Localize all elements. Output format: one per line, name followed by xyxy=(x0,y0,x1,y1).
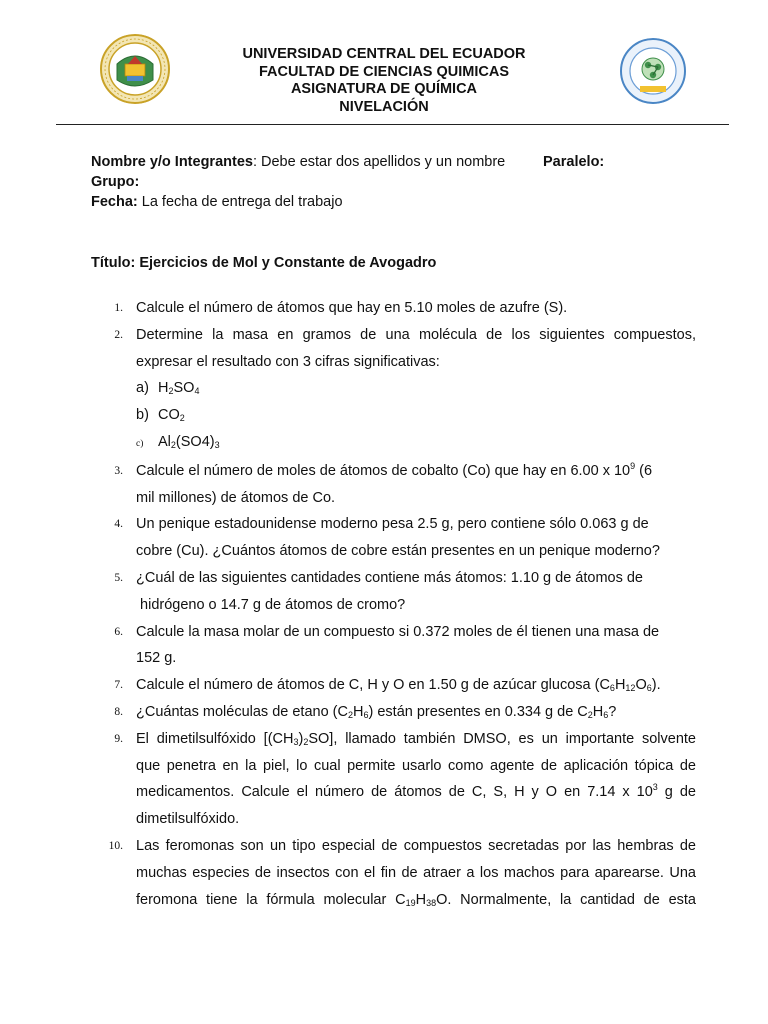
formula-part: Al xyxy=(158,433,171,450)
exercise-number: 9. xyxy=(114,732,123,745)
exercise-number: 6. xyxy=(114,625,123,638)
sub-item-a xyxy=(136,375,696,402)
group-label: Grupo: xyxy=(91,174,140,190)
group-row xyxy=(91,172,711,192)
text-part: ) están presentes en 0.334 g de C xyxy=(368,703,588,720)
exercise-6 xyxy=(91,619,696,673)
exercise-text: Calcule la masa molar de un compuesto si 0.372 moles de él tienen una masa de xyxy=(136,623,660,640)
exercise-number: 3. xyxy=(114,464,123,477)
text-part: SO], llamado también DMSO, es un importante solvente xyxy=(308,730,696,747)
text-part: ). xyxy=(651,677,661,694)
formula-subscript: 2 xyxy=(347,709,353,720)
exercise-text: muchas especies de insectos con el fin de atraer a los machos para aparearse. Una xyxy=(136,864,696,881)
text-part: medicamentos. Calcule el número de átomos de C, S, H y O en 7.14 x 10 xyxy=(136,784,653,801)
formula-part: SO xyxy=(173,380,195,397)
student-info xyxy=(91,152,711,212)
text-part: feromona tiene la fórmula molecular C xyxy=(136,891,406,908)
exercise-number: 5. xyxy=(114,571,123,584)
formula-part: H xyxy=(592,703,604,720)
formula-part: H xyxy=(415,891,427,908)
course-name: ASIGNATURA DE QUÍMICA xyxy=(290,81,478,97)
faculty-name: FACULTAD DE CIENCIAS QUIMICAS xyxy=(259,63,509,80)
exercise-list xyxy=(91,295,696,913)
exercise-text xyxy=(136,672,696,699)
formula-subscript: 2 xyxy=(303,736,309,747)
document-title: Título: Ejercicios de Mol y Constante de Avogadro xyxy=(91,255,437,271)
name-row xyxy=(91,152,711,172)
exercise-text xyxy=(136,699,696,726)
formula-subscript: 2 xyxy=(587,709,593,720)
exercise-number: 4. xyxy=(114,518,123,531)
exercise-8 xyxy=(91,699,696,726)
formula-subscript: 6 xyxy=(646,683,652,694)
formula-subscript: 2 xyxy=(179,413,185,424)
exercise-5 xyxy=(91,565,696,619)
exercise-number: 7. xyxy=(114,679,123,692)
sub-label: c) xyxy=(136,438,144,449)
exercise-text: Las feromonas son un tipo especial de compuestos secretadas por las hembras de xyxy=(136,837,696,854)
formula-part: CO xyxy=(158,407,180,424)
exercise-number: 8. xyxy=(114,705,123,718)
header-title-block xyxy=(170,46,598,116)
exponent: 9 xyxy=(630,460,636,471)
sub-label: b) xyxy=(136,407,149,424)
exercise-text: expresar el resultado con 3 cifras significativas: xyxy=(136,353,440,370)
header-divider xyxy=(56,124,729,125)
exercise-text: ¿Cuál de las siguientes cantidades contiene más átomos: 1.10 g de átomos de xyxy=(136,569,643,586)
exercise-text: que penetra en la piel, lo cual permite usarlo como agente de aplicación tópica de xyxy=(136,757,696,774)
exercise-text: Determine la masa en gramos de una molécula de los siguientes compuestos, xyxy=(136,326,696,343)
name-value: : Debe estar dos apellidos y un nombre xyxy=(252,154,506,170)
date-label: Fecha: xyxy=(91,194,138,210)
formula-part: (SO4) xyxy=(175,433,215,450)
exercise-number: 1. xyxy=(114,302,123,314)
text-part: g de xyxy=(657,784,696,801)
formula-subscript: 12 xyxy=(625,683,636,694)
sub-item-b xyxy=(136,402,696,429)
level-name: NIVELACIÓN xyxy=(339,98,429,115)
sub-label: a) xyxy=(136,380,149,397)
exercise-text: Calcule el número de átomos que hay en 5.10 moles de azufre (S). xyxy=(136,300,568,316)
exercise-text: dimetilsulfóxido. xyxy=(136,811,240,828)
paralelo-label: Paralelo: xyxy=(543,154,605,170)
exercise-number: 2. xyxy=(114,328,123,341)
exercise-1 xyxy=(91,295,696,322)
university-seal-icon xyxy=(98,34,172,104)
exercise-text xyxy=(136,887,696,914)
document-header xyxy=(0,0,768,126)
formula-part: H xyxy=(353,703,364,720)
text-part: Calcule el número de moles de átomos de cobalto (Co) que hay en 6.00 x 10 xyxy=(136,462,631,479)
text-part: ? xyxy=(608,703,617,720)
sub-item-c xyxy=(136,429,696,458)
exercise-text: cobre (Cu). ¿Cuántos átomos de cobre están presentes en un penique moderno? xyxy=(136,543,660,560)
formula-subscript: 3 xyxy=(293,736,299,747)
exercise-text: hidrógeno o 14.7 g de átomos de cromo? xyxy=(136,596,406,613)
exercise-4 xyxy=(91,511,696,565)
formula-subscript: 6 xyxy=(603,709,609,720)
exercise-2 xyxy=(91,322,696,458)
formula-subscript: 4 xyxy=(194,386,200,397)
formula-subscript: 3 xyxy=(214,439,220,450)
exercise-7 xyxy=(91,672,696,699)
formula-subscript: 6 xyxy=(363,709,369,720)
text-part: Calcule el número de átomos de C, H y O en 1.50 g de azúcar glucosa (C xyxy=(136,677,610,694)
exercise-number: 10. xyxy=(108,839,123,852)
exercise-text: Un penique estadounidense moderno pesa 2.5 g, pero contiene sólo 0.063 g de xyxy=(136,516,649,533)
formula-subscript: 6 xyxy=(609,683,615,694)
formula-subscript: 2 xyxy=(170,439,176,450)
exercise-10 xyxy=(91,833,696,913)
exercise-text: mil millones) de átomos de Co. xyxy=(136,489,336,506)
name-label: Nombre y/o Integrantes xyxy=(91,154,253,170)
exercise-9 xyxy=(91,726,696,833)
date-row xyxy=(91,192,711,212)
formula-subscript: 2 xyxy=(168,386,174,397)
university-name: UNIVERSIDAD CENTRAL DEL ECUADOR xyxy=(242,46,526,62)
exponent: 3 xyxy=(652,782,658,793)
text-part: El dimetilsulfóxido [(CH xyxy=(136,730,294,747)
text-part: (6 xyxy=(635,462,653,479)
text-part: ¿Cuántas moléculas de etano (C xyxy=(136,703,348,720)
formula-part: H xyxy=(614,677,626,694)
exercise-text: 152 g. xyxy=(136,650,177,667)
text-part: ) xyxy=(298,730,304,747)
faculty-seal-icon xyxy=(618,38,688,104)
text-part: O. Normalmente, la cantidad de esta xyxy=(436,891,697,908)
formula-part: H xyxy=(158,380,169,397)
exercise-text xyxy=(136,779,696,806)
exercise-text xyxy=(136,726,696,753)
formula-subscript: 19 xyxy=(405,897,416,908)
date-value: La fecha de entrega del trabajo xyxy=(137,194,343,210)
formula-subscript: 38 xyxy=(426,897,437,908)
formula-part: O xyxy=(635,677,647,694)
exercise-3 xyxy=(91,458,696,512)
exercise-text xyxy=(136,458,696,485)
